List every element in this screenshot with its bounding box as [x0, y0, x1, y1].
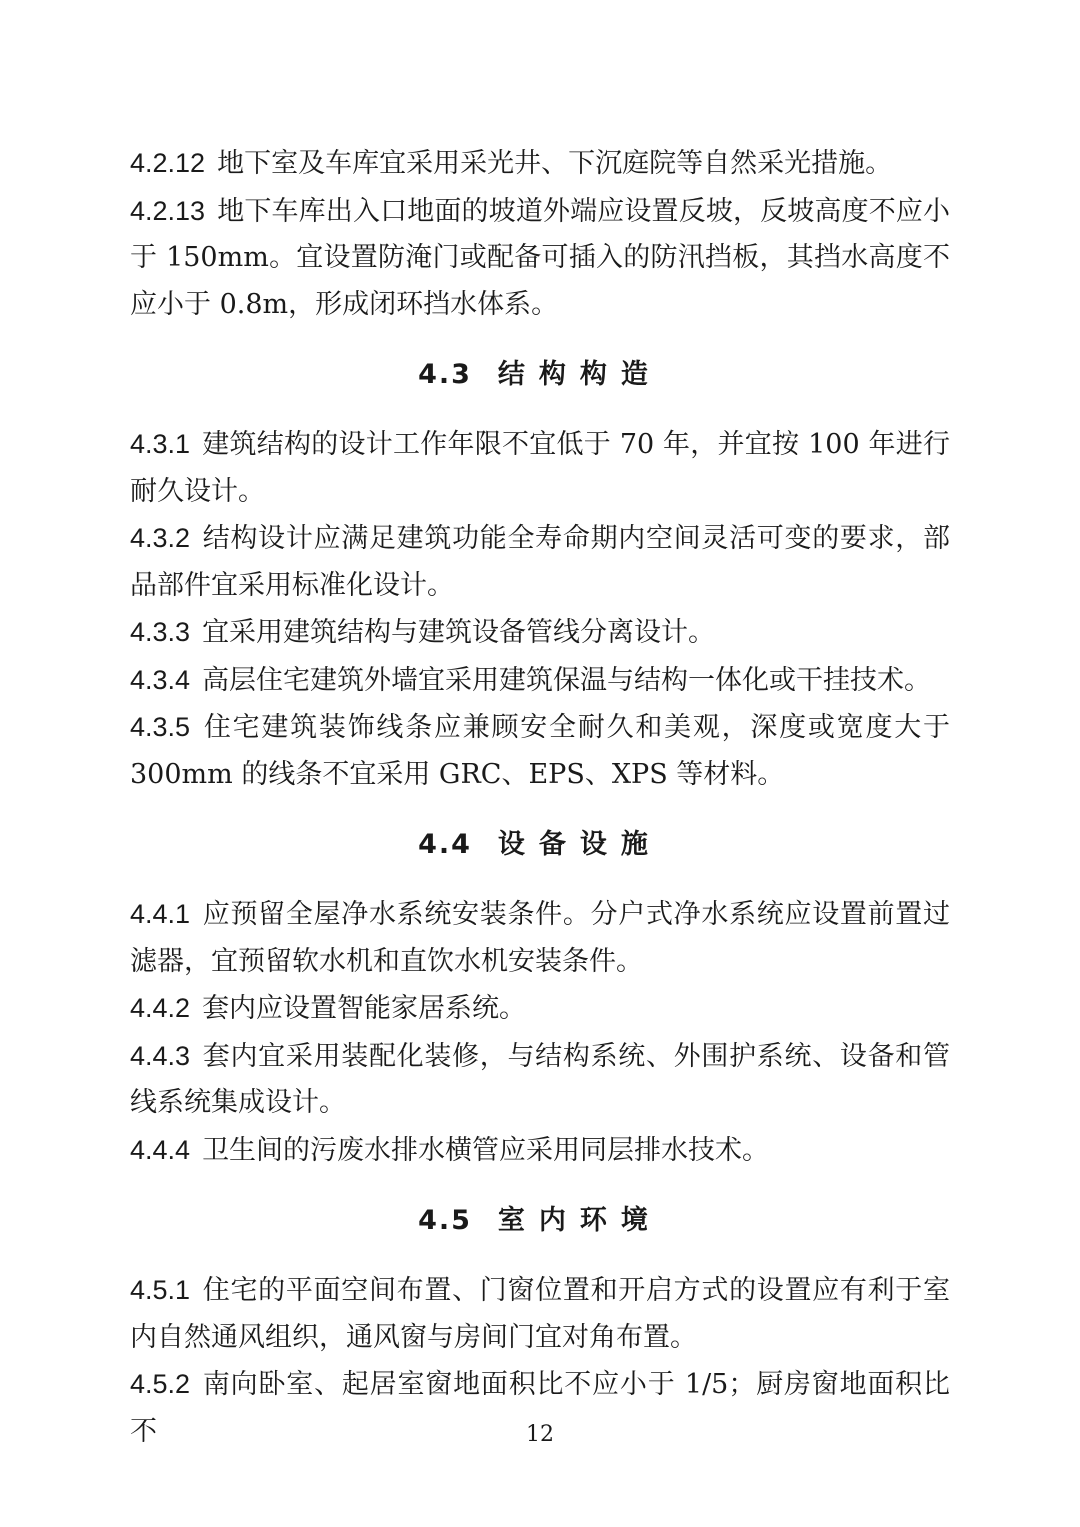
section-name: 设备设施 — [497, 829, 662, 860]
section-heading-4-4 — [130, 798, 950, 891]
clause-number: 4.4.1 — [130, 899, 191, 929]
clause-number: 4.3.1 — [130, 429, 191, 459]
clause-number: 4.4.2 — [130, 993, 191, 1023]
clause-4-3-5 — [130, 704, 950, 798]
page-number: 12 — [526, 1422, 554, 1447]
clause-text: 地下室及车库宜采用采光井、下沉庭院等自然采光措施。 — [217, 148, 893, 179]
clause-text: 建筑结构的设计工作年限不宜低于 70 年，并宜按 100 年进行耐久设计。 — [130, 429, 950, 507]
clause-number: 4.3.5 — [130, 712, 191, 742]
clause-number: 4.3.4 — [130, 664, 191, 695]
clause-text: 应预留全屋净水系统安装条件。分户式净水系统应设置前置过滤器，宜预留软水机和直饮水机安装条件。 — [130, 899, 950, 977]
clause-text: 结构设计应满足建筑功能全寿命期内空间灵活可变的要求，部品部件宜采用标准化设计。 — [130, 523, 950, 601]
clause-text: 套内宜采用装配化装修，与结构系统、外围护系统、设备和管线系统集成设计。 — [130, 1040, 950, 1118]
clause-text: 套内应设置智能家居系统。 — [202, 993, 527, 1024]
clause-4-3-2 — [130, 515, 950, 609]
clause-4-3-3 — [130, 609, 950, 657]
clause-4-4-3 — [130, 1033, 950, 1127]
clause-4-2-12 — [130, 140, 950, 188]
section-number: 4.4 — [418, 829, 472, 860]
section-heading-4-3 — [130, 328, 950, 421]
clause-4-3-4 — [130, 657, 950, 705]
clause-4-4-4 — [130, 1127, 950, 1175]
clause-text: 住宅的平面空间布置、门窗位置和开启方式的设置应有利于室内自然通风组织，通风窗与房间门宜对角布置。 — [130, 1275, 950, 1353]
clause-text: 住宅建筑装饰线条应兼顾安全耐久和美观，深度或宽度大于 300mm 的线条不宜采用 GRC、EPS、XPS 等材料。 — [130, 712, 950, 790]
clause-text: 南向卧室、起居室窗地面积比不应小于 1/5；厨房窗地面积比不 — [130, 1369, 950, 1447]
page-content — [130, 140, 950, 1455]
clause-number: 4.5.2 — [130, 1369, 191, 1399]
clause-number: 4.2.12 — [130, 148, 206, 178]
clause-text: 高层住宅建筑外墙宜采用建筑保温与结构一体化或干挂技术。 — [202, 664, 932, 696]
clause-number: 4.3.2 — [130, 523, 191, 553]
clause-4-5-1 — [130, 1267, 950, 1361]
clause-4-2-13 — [130, 188, 950, 329]
section-name: 室内环境 — [497, 1205, 662, 1236]
clause-text: 卫生间的污废水排水横管应采用同层排水技术。 — [202, 1134, 770, 1166]
clause-number: 4.3.3 — [130, 617, 191, 647]
clause-4-3-1 — [130, 421, 950, 515]
clause-number: 4.4.4 — [130, 1134, 191, 1165]
clause-number: 4.2.13 — [130, 195, 206, 226]
clause-4-4-2 — [130, 985, 950, 1033]
section-name: 结构构造 — [497, 359, 662, 390]
section-heading-4-5 — [130, 1174, 950, 1267]
clause-text: 宜采用建筑结构与建筑设备管线分离设计。 — [202, 617, 716, 648]
clause-number: 4.4.3 — [130, 1040, 191, 1071]
clause-4-4-1 — [130, 891, 950, 985]
section-number: 4.3 — [418, 359, 472, 390]
section-number: 4.5 — [418, 1205, 472, 1236]
clause-text: 地下车库出入口地面的坡道外端应设置反坡，反坡高度不应小于 150mm。宜设置防淹门或配备可插入的防汛挡板，其挡水高度不应小于 0.8m，形成闭环挡水体系。 — [130, 195, 950, 320]
clause-number: 4.5.1 — [130, 1275, 191, 1305]
